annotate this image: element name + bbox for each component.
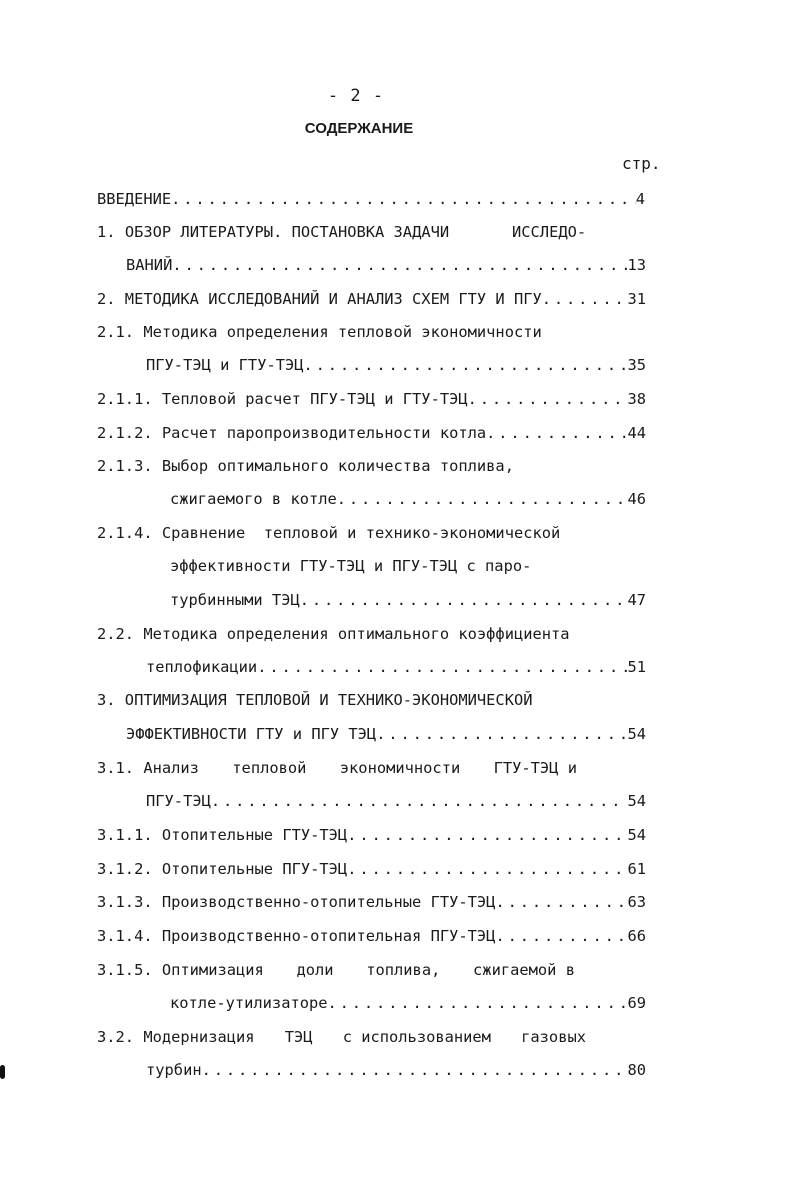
toc-leader bbox=[300, 586, 628, 614]
toc-leader bbox=[542, 285, 628, 313]
toc-entry-title: тепловой bbox=[232, 759, 307, 777]
toc-entry bbox=[97, 318, 617, 346]
toc-entry-page: 66 bbox=[627, 927, 646, 945]
toc-entry-title: ПГУ-ТЭЦ и ГТУ-ТЭЦ bbox=[146, 356, 304, 374]
toc-entry bbox=[170, 586, 646, 614]
toc-entry bbox=[170, 989, 646, 1017]
page-title: СОДЕРЖАНИЕ bbox=[304, 120, 414, 137]
toc-entry bbox=[97, 519, 617, 547]
toc-entry-title: теплофикации bbox=[146, 658, 258, 676]
toc-entry-title: котле-утилизаторе bbox=[170, 994, 328, 1012]
toc-entry-page: 61 bbox=[627, 860, 646, 878]
toc-entry-page: 54 bbox=[627, 725, 646, 743]
toc-entry-title: с использованием bbox=[342, 1028, 491, 1046]
toc-entry-title: 2.1.2. Расчет паропроизводительности котла bbox=[97, 424, 487, 442]
toc-leader bbox=[347, 855, 627, 883]
toc-entry bbox=[170, 485, 646, 513]
toc-entry-page: 31 bbox=[627, 290, 646, 308]
toc-entry-title: 2.1. Методика определения тепловой экономичности bbox=[97, 323, 542, 341]
toc-entry-title: 3.1.2. Отопительные ПГУ-ТЭЦ bbox=[97, 860, 348, 878]
toc-entry-title: ПГУ-ТЭЦ bbox=[146, 792, 211, 810]
toc-leader bbox=[304, 351, 628, 379]
toc-leader bbox=[202, 1056, 628, 1084]
toc-entry-page: 80 bbox=[627, 1061, 646, 1079]
toc-entry-title: ВВЕДЕНИЕ bbox=[97, 190, 172, 208]
toc-entry-title: эффективности ГТУ-ТЭЦ и ПГУ-ТЭЦ с паро- bbox=[170, 557, 532, 575]
toc-entry-title: газовых bbox=[521, 1028, 586, 1046]
toc-leader bbox=[468, 385, 628, 413]
toc-entry-title: сжигаемого в котле bbox=[170, 490, 337, 508]
toc-entry-title: ВАНИЙ bbox=[126, 256, 173, 274]
toc-entry bbox=[146, 653, 646, 681]
toc-entry bbox=[97, 285, 646, 313]
toc-leader bbox=[211, 787, 628, 815]
toc-leader bbox=[347, 821, 627, 849]
toc-entry bbox=[126, 251, 646, 279]
toc-entry-page: 69 bbox=[627, 994, 646, 1012]
toc-entry bbox=[97, 419, 646, 447]
toc-leader bbox=[337, 485, 628, 513]
toc-entry bbox=[146, 1056, 646, 1084]
toc-entry-page: 44 bbox=[627, 424, 646, 442]
toc-entry bbox=[126, 720, 646, 748]
toc-entry bbox=[97, 1023, 586, 1051]
toc-entry-page: 38 bbox=[627, 390, 646, 408]
toc-entry-title-cont: ИССЛЕДО- bbox=[512, 223, 587, 241]
toc-entry-title: 3.1. Анализ bbox=[97, 759, 199, 777]
toc-leader bbox=[172, 251, 627, 279]
toc-entry-page: 54 bbox=[627, 792, 646, 810]
toc-entry-title: 2.2. Методика определения оптимального коэффициента bbox=[97, 625, 570, 643]
toc-entry-page: 46 bbox=[627, 490, 646, 508]
toc-leader bbox=[495, 922, 627, 950]
toc-entry bbox=[97, 888, 646, 916]
toc-entry-title: 3.1.5. Оптимизация bbox=[97, 961, 264, 979]
toc-leader bbox=[495, 888, 627, 916]
toc-leader bbox=[328, 989, 628, 1017]
toc-entry-page: 13 bbox=[627, 256, 646, 274]
toc-entry-title: турбин bbox=[146, 1061, 202, 1079]
toc-entry-title: 3.2. Модернизация bbox=[97, 1028, 255, 1046]
toc-entry-title: топлива, bbox=[366, 961, 441, 979]
page-column-label: стр. bbox=[622, 154, 661, 173]
toc-entry bbox=[97, 922, 646, 950]
toc-entry bbox=[97, 385, 646, 413]
toc-entry-page: 54 bbox=[627, 826, 646, 844]
toc-entry-title: турбинными ТЭЦ bbox=[170, 591, 300, 609]
toc-entry bbox=[170, 552, 630, 580]
toc-entry bbox=[97, 754, 577, 782]
toc-entry-title: 2.1.3. Выбор оптимального количества топлива, bbox=[97, 457, 514, 475]
toc-entry bbox=[97, 686, 597, 714]
toc-entry bbox=[146, 351, 646, 379]
toc-leader bbox=[376, 720, 627, 748]
toc-entry bbox=[97, 956, 575, 984]
toc-entry bbox=[97, 855, 646, 883]
toc-entry-title: 2.1.1. Тепловой расчет ПГУ-ТЭЦ и ГТУ-ТЭЦ bbox=[97, 390, 468, 408]
toc-entry bbox=[97, 620, 627, 648]
toc-leader bbox=[257, 653, 627, 681]
toc-entry-number: 1. bbox=[97, 223, 116, 241]
toc-entry-page: 47 bbox=[627, 591, 646, 609]
toc-entry-title: доли bbox=[296, 961, 334, 979]
toc-leader bbox=[171, 185, 636, 213]
toc-entry bbox=[97, 218, 597, 246]
toc-entry bbox=[146, 787, 646, 815]
toc-entry-title: ТЭЦ bbox=[284, 1028, 313, 1046]
toc-entry bbox=[97, 821, 646, 849]
toc-entry-title: ОБЗОР ЛИТЕРАТУРЫ. ПОСТАНОВКА ЗАДАЧИ bbox=[124, 223, 450, 241]
toc-entry-title: 3. ОПТИМИЗАЦИЯ ТЕПЛОВОЙ И ТЕХНИКО-ЭКОНОМИЧЕСКОЙ bbox=[97, 691, 533, 709]
toc-entry-title: ГТУ-ТЭЦ и bbox=[493, 759, 577, 777]
toc-entry-title: экономичности bbox=[339, 759, 461, 777]
toc-entry-title: сжигаемой в bbox=[473, 961, 575, 979]
toc-entry-title: 2. МЕТОДИКА ИССЛЕДОВАНИЙ И АНАЛИЗ СХЕМ ГТУ И ПГУ bbox=[97, 290, 542, 308]
toc-entry-title: 3.1.1. Отопительные ГТУ-ТЭЦ bbox=[97, 826, 348, 844]
binding-hole-mark bbox=[0, 1065, 5, 1079]
toc-entry-page: 35 bbox=[627, 356, 646, 374]
toc-entry-page: 51 bbox=[627, 658, 646, 676]
toc-entry-title: ЭФФЕКТИВНОСТИ ГТУ и ПГУ ТЭЦ bbox=[126, 725, 377, 743]
toc-entry-title: 3.1.3. Производственно-отопительные ГТУ-ТЭЦ bbox=[97, 893, 496, 911]
page-number: - 2 - bbox=[327, 86, 385, 106]
toc-entry-page: 63 bbox=[627, 893, 646, 911]
toc-entry-title: 2.1.4. Сравнение тепловой и технико-экономической bbox=[97, 524, 561, 542]
toc-entry-title: 3.1.4. Производственно-отопительная ПГУ-ТЭЦ bbox=[97, 927, 496, 945]
toc-entry-page: 4 bbox=[635, 190, 645, 208]
toc-entry bbox=[97, 185, 645, 213]
toc-entry bbox=[97, 452, 617, 480]
toc-leader bbox=[486, 419, 627, 447]
